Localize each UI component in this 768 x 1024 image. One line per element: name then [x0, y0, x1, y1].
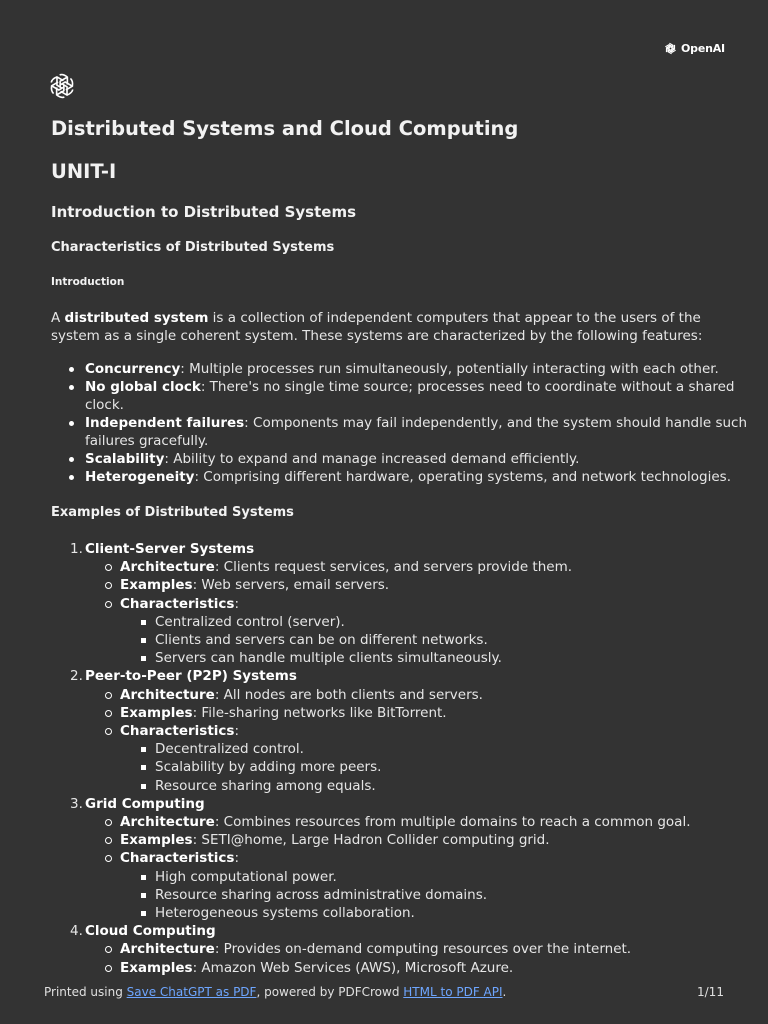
detail-label: Characteristics — [120, 850, 235, 867]
example-name: Client-Server Systems — [85, 541, 255, 557]
example-detail — [51, 576, 731, 594]
intro-term: distributed system — [64, 310, 209, 326]
section-heading: Introduction to Distributed Systems — [51, 203, 357, 221]
example-detail — [51, 959, 731, 977]
detail-text: : — [234, 723, 240, 740]
openai-logo-icon — [663, 41, 678, 56]
feature-term: Concurrency — [85, 361, 181, 377]
example-number: 1. — [70, 541, 83, 557]
example-detail — [51, 940, 731, 958]
example-name: Grid Computing — [85, 795, 205, 812]
footer-middle: , powered by PDFCrowd — [256, 985, 404, 999]
feature-term: Heterogeneity — [85, 469, 195, 485]
list-item — [85, 450, 765, 468]
characteristic-item: Clients and servers can be on different networks. — [51, 631, 731, 649]
example-detail — [51, 813, 731, 831]
intro-heading: Introduction — [51, 276, 125, 288]
example-item — [51, 795, 731, 813]
detail-label: Examples — [120, 577, 193, 594]
footer — [44, 985, 724, 999]
detail-label: Architecture — [120, 686, 215, 703]
feature-text: : Components may fail independently, and the system should handle such failures gracefully. — [85, 415, 748, 449]
example-detail — [51, 686, 731, 704]
footer-prefix: Printed using — [44, 985, 127, 999]
example-detail — [51, 722, 731, 740]
intro-paragraph — [51, 309, 727, 345]
detail-label: Characteristics — [120, 723, 235, 740]
example-item — [51, 922, 731, 940]
detail-label: Examples — [120, 832, 193, 849]
detail-text: : File-sharing networks like BitTorrent. — [192, 704, 447, 721]
example-detail — [51, 558, 731, 576]
example-number: 3. — [70, 795, 83, 812]
unit-heading: UNIT-I — [51, 160, 117, 183]
example-item — [51, 667, 731, 685]
page-number: 1/11 — [697, 985, 724, 999]
examples-list — [51, 540, 731, 977]
save-chatgpt-pdf-link[interactable]: Save ChatGPT as PDF — [126, 985, 257, 999]
footer-suffix: . — [502, 985, 507, 999]
detail-text: : Web servers, email servers. — [192, 577, 390, 594]
feature-text: : Ability to expand and manage increased demand efficiently. — [164, 451, 580, 467]
example-name: Cloud Computing — [85, 923, 216, 940]
example-name: Peer-to-Peer (P2P) Systems — [85, 668, 297, 685]
detail-label: Architecture — [120, 814, 215, 831]
features-list — [51, 360, 765, 486]
document-title: Distributed Systems and Cloud Computing — [51, 117, 519, 140]
detail-text: : Provides on-demand computing resources over the internet. — [214, 941, 632, 958]
example-detail — [51, 849, 731, 867]
detail-label: Characteristics — [120, 595, 235, 612]
characteristic-item: Centralized control (server). — [51, 613, 731, 631]
detail-label: Architecture — [120, 559, 215, 576]
detail-label: Architecture — [120, 941, 215, 958]
characteristic-item: Resource sharing among equals. — [51, 777, 731, 795]
openai-brand — [663, 41, 725, 56]
html-to-pdf-api-link[interactable]: HTML to PDF API — [403, 985, 503, 999]
list-item — [85, 360, 765, 378]
example-number: 2. — [70, 668, 83, 685]
example-detail — [51, 831, 731, 849]
chatgpt-logo-icon — [48, 72, 76, 100]
detail-label: Examples — [120, 959, 193, 976]
feature-term: No global clock — [85, 379, 201, 395]
example-detail — [51, 704, 731, 722]
detail-text: : SETI@home, Large Hadron Collider computing grid. — [192, 832, 550, 849]
list-item — [85, 378, 765, 414]
feature-term: Scalability — [85, 451, 165, 467]
characteristic-item: Scalability by adding more peers. — [51, 758, 731, 776]
list-item — [85, 468, 765, 486]
detail-text: : Amazon Web Services (AWS), Microsoft Azure. — [192, 959, 514, 976]
example-item — [51, 540, 731, 558]
examples-heading: Examples of Distributed Systems — [51, 505, 294, 520]
detail-text: : Clients request services, and servers provide them. — [214, 559, 573, 576]
characteristic-item: High computational power. — [51, 868, 731, 886]
detail-label: Examples — [120, 704, 193, 721]
characteristic-item: Servers can handle multiple clients simultaneously. — [51, 649, 731, 667]
example-number: 4. — [70, 923, 83, 940]
feature-term: Independent failures — [85, 415, 245, 431]
detail-text: : All nodes are both clients and servers. — [214, 686, 483, 703]
brand-name: OpenAI — [681, 42, 725, 55]
detail-text: : — [234, 595, 240, 612]
characteristic-item: Heterogeneous systems collaboration. — [51, 904, 731, 922]
characteristic-item: Resource sharing across administrative domains. — [51, 886, 731, 904]
characteristic-item: Decentralized control. — [51, 740, 731, 758]
subsection-heading: Characteristics of Distributed Systems — [51, 240, 335, 255]
detail-text: : — [234, 850, 240, 867]
intro-pre: A — [51, 310, 65, 326]
feature-text: : Multiple processes run simultaneously, potentially interacting with each other. — [180, 361, 719, 377]
intro-post: is a collection of independent computers that appear to the users of the system as a single coherent system. These systems are characterized by the following features: — [51, 310, 703, 344]
feature-text: : There's no single time source; processes need to coordinate without a shared clock. — [85, 379, 735, 413]
feature-text: : Comprising different hardware, operating systems, and network technologies. — [194, 469, 732, 485]
list-item — [85, 414, 765, 450]
example-detail — [51, 595, 731, 613]
detail-text: : Combines resources from multiple domains to reach a common goal. — [214, 814, 691, 831]
